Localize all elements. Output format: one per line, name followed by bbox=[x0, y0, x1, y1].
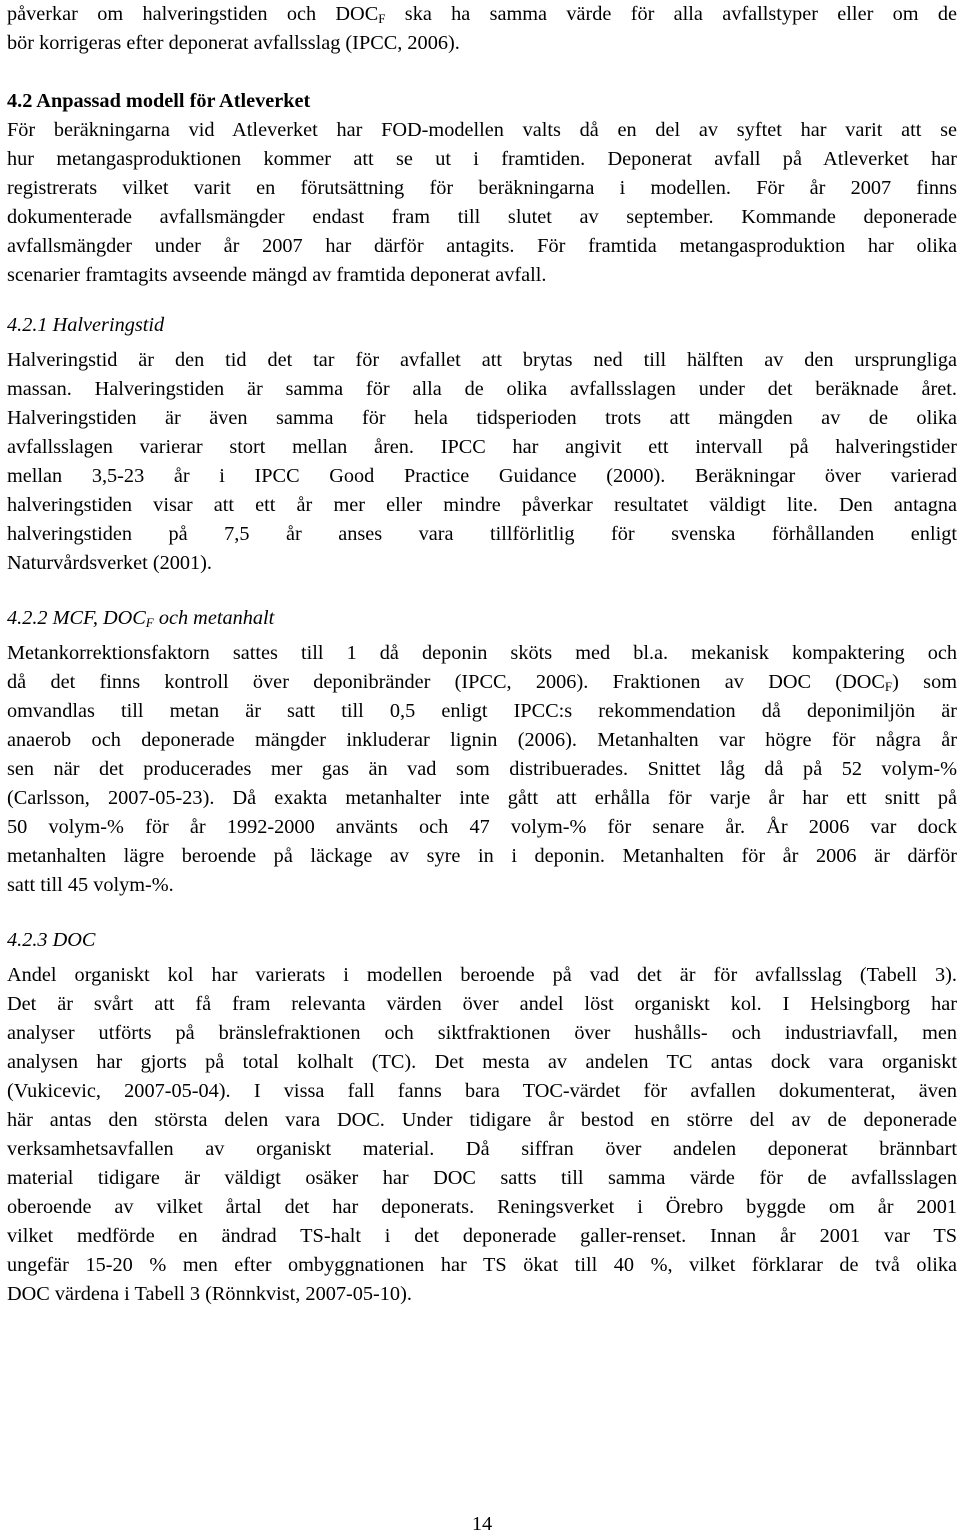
text-line: Det är svårt att få fram relevanta värden över andel löst organiskt kol. I Helsingborg har bbox=[7, 993, 957, 1015]
text-line: halveringstiden visar att ett år mer eller mindre påverkar resultatet väldigt lite. Den antagna bbox=[7, 494, 957, 516]
subsection-heading-4-2-2: 4.2.2 MCF, $DOC_F$ och metanhalt bbox=[7, 607, 275, 630]
text-line: vilket medförde en ändrad TS-halt i det deponerade galler-renset. Innan år 2001 var TS bbox=[7, 1225, 957, 1247]
text-line: omvandlas till metan är satt till 0,5 enligt IPCC:s rekommendation då deponimiljön är bbox=[7, 700, 957, 722]
text-line: 50 volym-% för år 1992-2000 använts och 47 volym-% för senare år. År 2006 var dock bbox=[7, 816, 957, 838]
text-line: För beräkningarna vid Atleverket har FOD-modellen valts då en del av syftet har varit att se bbox=[7, 119, 957, 141]
text-line: Halveringstid är den tid det tar för avfallet att brytas ned till hälften av den ursprungliga bbox=[7, 349, 957, 371]
text-line: då det finns kontroll över deponibränder (IPCC, 2006). Fraktionen av DOC $(DOC_F)$ som bbox=[7, 671, 957, 694]
paragraph-4-2-2 bbox=[7, 639, 957, 900]
text-line: verksamhetsavfallen av organiskt material. Då siffran över andelen deponerat brännbart bbox=[7, 1138, 957, 1160]
text-line: bör korrigeras efter deponerat avfallsslag (IPCC, 2006). bbox=[7, 32, 460, 54]
text-line: halveringstiden på 7,5 år anses vara tillförlitlig för svenska förhållanden enligt bbox=[7, 523, 957, 545]
text-line: här antas den största delen vara DOC. Under tidigare år bestod en större del av de deponerade bbox=[7, 1109, 957, 1131]
section-heading-4-2: 4.2 Anpassad modell för Atleverket bbox=[7, 90, 311, 112]
page-number: 14 bbox=[471, 1513, 493, 1535]
text-line: mellan 3,5-23 år i IPCC Good Practice Guidance (2000). Beräkningar över varierad bbox=[7, 465, 957, 487]
text-line: massan. Halveringstiden är samma för alla de olika avfallsslagen under det beräknade året. bbox=[7, 378, 957, 400]
text-line: Naturvårdsverket (2001). bbox=[7, 552, 212, 574]
paragraph-4-2 bbox=[7, 116, 957, 290]
text-line: sen när det producerades mer gas än vad som distribuerades. Snittet låg då på 52 volym-% bbox=[7, 758, 957, 780]
text-line: Metankorrektionsfaktorn sattes till 1 då deponin sköts med bl.a. mekanisk kompaktering och bbox=[7, 642, 957, 664]
text-line: Halveringstiden är även samma för hela tidsperioden trots att mängden av de olika bbox=[7, 407, 957, 429]
subsection-heading-4-2-3: 4.2.3 DOC bbox=[7, 929, 96, 951]
text-line: metanhalten lägre beroende på läckage av syre in i deponin. Metanhalten för år 2006 är därför bbox=[7, 845, 957, 867]
subsection-heading-4-2-1: 4.2.1 Halveringstid bbox=[7, 314, 165, 336]
intro-paragraph bbox=[7, 0, 957, 58]
text-line: satt till 45 volym-%. bbox=[7, 874, 174, 896]
text-line: analysen har gjorts på total kolhalt (TC). Det mesta av andelen TC antas dock vara organiskt bbox=[7, 1051, 957, 1073]
text-line: registrerats vilket varit en förutsättning för beräkningarna i modellen. För år 2007 finns bbox=[7, 177, 957, 199]
text-line: hur metangasproduktionen kommer att se ut i framtiden. Deponerat avfall på Atleverket har bbox=[7, 148, 957, 170]
text-line: avfallsslagen varierar stort mellan åren. IPCC har angivit ett intervall på halveringstider bbox=[7, 436, 957, 458]
text-line: scenarier framtagits avseende mängd av framtida deponerat avfall. bbox=[7, 264, 547, 286]
text-line: (Carlsson, 2007-05-23). Då exakta metanhalter inte gått att erhålla för varje år har ett snitt på bbox=[7, 787, 957, 809]
text-line: anaerob och deponerade mängder inkluderar lignin (2006). Metanhalten var högre för några år bbox=[7, 729, 957, 751]
paragraph-4-2-3 bbox=[7, 961, 957, 1309]
text-line: oberoende av vilket årtal det har deponerats. Reningsverket i Örebro byggde om år 2001 bbox=[7, 1196, 957, 1218]
text-line: DOC värdena i Tabell 3 (Rönnkvist, 2007-05-10). bbox=[7, 1283, 412, 1305]
text-line: avfallsmängder under år 2007 har därför antagits. För framtida metangasproduktion har olika bbox=[7, 235, 957, 257]
text-line: analyser utförts på bränslefraktionen och siktfraktionen över hushålls- och industriavfall, men bbox=[7, 1022, 957, 1044]
text-line: påverkar om halveringstiden och $DOC_F$ ska ha samma värde för alla avfallstyper eller om de bbox=[7, 3, 958, 26]
text-line: material tidigare är väldigt osäker har DOC satts till samma värde för de avfallsslagen bbox=[7, 1167, 957, 1189]
text-line: (Vukicevic, 2007-05-04). I vissa fall fanns bara TOC-värdet för avfallen dokumenterat, även bbox=[7, 1080, 957, 1102]
paragraph-4-2-1 bbox=[7, 346, 957, 578]
text-line: dokumenterade avfallsmängder endast fram till slutet av september. Kommande deponerade bbox=[7, 206, 957, 228]
text-line: ungefär 15-20 % men efter ombyggnationen har TS ökat till 40 %, vilket förklarar de två olika bbox=[7, 1254, 957, 1276]
text-line: Andel organiskt kol har varierats i modellen beroende på vad det är för avfallsslag (Tabell 3). bbox=[7, 964, 957, 986]
